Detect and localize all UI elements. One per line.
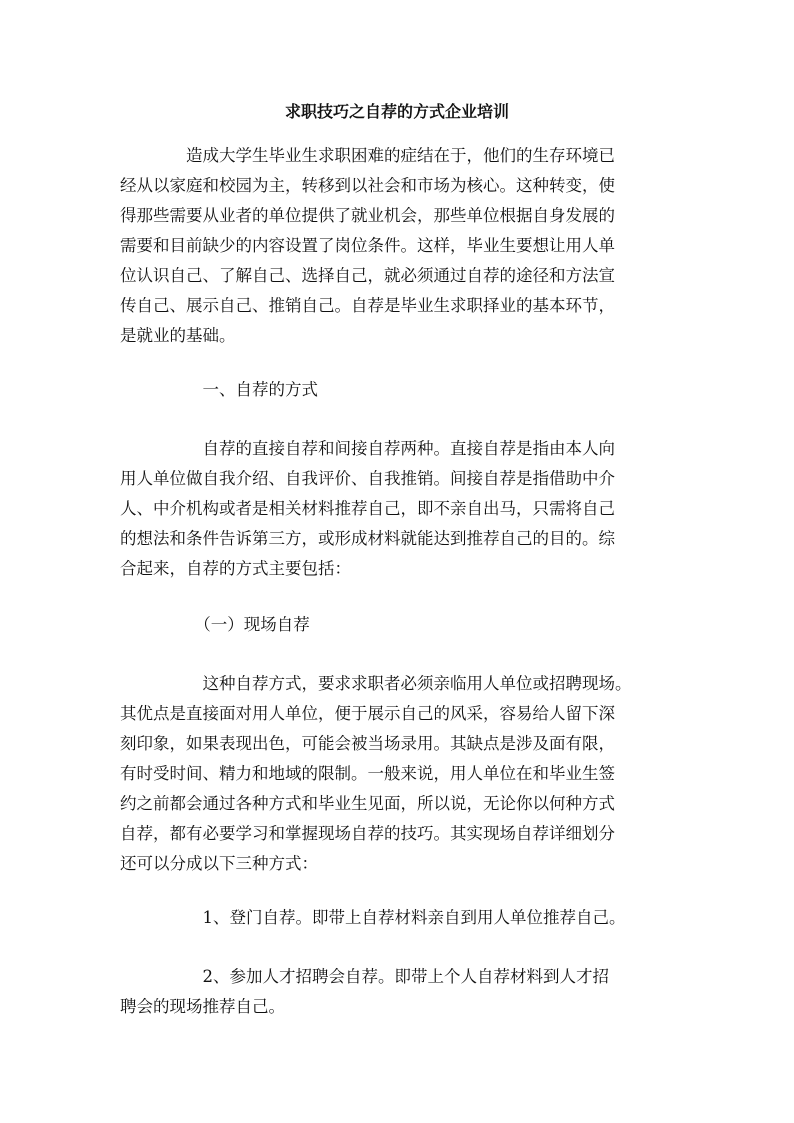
text-line: 2、参加人才招聘会自荐。即带上个人自荐材料到人才招: [120, 967, 609, 986]
paragraph-self-recommend-types: [120, 434, 678, 584]
text-line: 经从以家庭和校园为主，转移到以社会和市场为核心。这种转变，使: [120, 176, 615, 195]
text-line: 是就业的基础。: [120, 326, 236, 345]
text-line: 传自己、展示自己、推销自己。自荐是毕业生求职择业的基本环节，: [120, 296, 615, 315]
text-line: 得那些需要从业者的单位提供了就业机会，那些单位根据自身发展的: [120, 206, 615, 225]
document-title: 求职技巧之自荐的方式企业培训: [284, 102, 509, 121]
text-line: 约之前都会通过各种方式和毕业生见面，所以说，无论你以何种方式: [120, 794, 615, 813]
text-line: 自荐的直接自荐和间接自荐两种。直接自荐是指由本人向: [120, 439, 615, 458]
paragraph-job-fair: [120, 962, 678, 1022]
text-line: 1、登门自荐。即带上自荐材料亲自到用人单位推荐自己。: [120, 908, 626, 927]
text-line: 位认识自己、了解自己、选择自己，就必须通过自荐的途径和方法宣: [120, 266, 615, 285]
text-line: 自荐，都有必要学习和掌握现场自荐的技巧。其实现场自荐详细划分: [120, 824, 615, 843]
text-line: 其优点是直接面对用人单位，便于展示自己的风采，容易给人留下深: [120, 704, 615, 723]
text-line: 人、中介机构或者是相关材料推荐自己，即不亲自出马，只需将自己: [120, 499, 615, 518]
paragraph-intro: [120, 141, 678, 351]
text-line: 的想法和条件告诉第三方，或形成材料就能达到推荐自己的目的。综: [120, 529, 615, 548]
text-line: 这种自荐方式，要求求职者必须亲临用人单位或招聘现场。: [120, 674, 632, 693]
text-line: 合起来，自荐的方式主要包括：: [120, 559, 351, 578]
text-line: 需要和目前缺少的内容设置了岗位条件。这样，毕业生要想让用人单: [120, 236, 615, 255]
paragraph-onsite: [120, 669, 678, 879]
section-heading-1: 一、自荐的方式: [120, 380, 318, 399]
paragraph-door-to-door: [120, 903, 678, 933]
section-heading-2: （一）现场自荐: [120, 615, 310, 634]
text-line: 造成大学生毕业生求职困难的症结在于，他们的生存环境已: [120, 146, 615, 165]
text-line: 刻印象，如果表现出色，可能会被当场录用。其缺点是涉及面有限，: [120, 734, 615, 753]
text-line: 聘会的现场推荐自己。: [120, 997, 285, 1016]
text-line: 有时受时间、精力和地域的限制。一般来说，用人单位在和毕业生签: [120, 764, 615, 783]
text-line: 还可以分成以下三种方式：: [120, 854, 318, 873]
text-line: 用人单位做自我介绍、自我评价、自我推销。间接自荐是指借助中介: [120, 469, 615, 488]
